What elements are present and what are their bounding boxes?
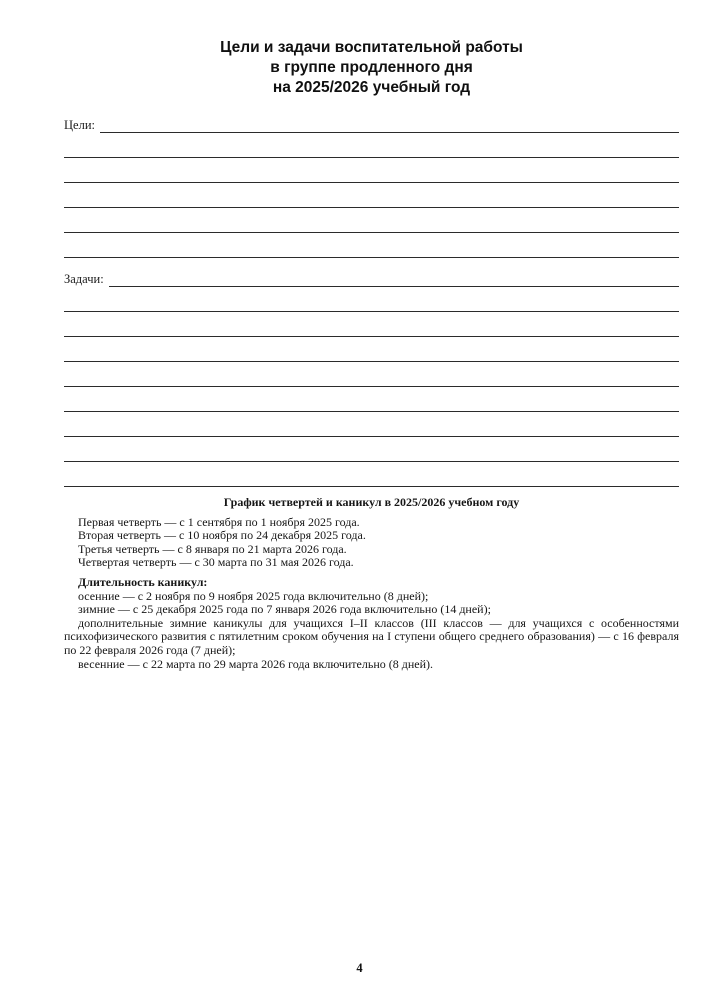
blank-writing-line — [64, 312, 679, 337]
blank-writing-line — [64, 412, 679, 437]
quarter-line-2: Вторая четверть — с 10 ноября по 24 декабря 2025 года. — [78, 528, 366, 543]
holiday-line-additional-winter: дополнительные зимние каникулы для учащихся I–II классов (III классов — для учащихся с особенностями психофизического развития с пятилетним сроком обучения на I ступени общего среднего образования) — с 16 февраля по 22 февраля 2026 года (7 дней); — [64, 615, 679, 657]
blank-writing-line — [64, 362, 679, 387]
holiday-line-autumn: осенние — с 2 ноября по 9 ноября 2025 года включительно (8 дней); — [78, 588, 429, 603]
schedule-section — [64, 496, 679, 671]
tasks-writing-line — [109, 286, 679, 287]
blank-writing-line — [64, 233, 679, 258]
quarter-line-4: Четвертая четверть — с 30 марта по 31 мая 2026 года. — [78, 555, 354, 570]
holiday-line-spring: весенние — с 22 марта по 29 марта 2026 года включительно (8 дней). — [78, 656, 434, 671]
holiday-line-winter: зимние — с 25 декабря 2025 года по 7 января 2026 года включительно (14 дней); — [78, 602, 491, 617]
tasks-blank-lines — [64, 287, 679, 487]
goals-label-row — [64, 109, 679, 133]
tasks-label-row — [64, 263, 679, 287]
blank-writing-line — [64, 387, 679, 412]
goals-blank-lines — [64, 133, 679, 258]
blank-writing-line — [64, 437, 679, 462]
blank-writing-line — [64, 158, 679, 183]
page-number: 4 — [356, 961, 363, 975]
blank-writing-line — [64, 183, 679, 208]
quarter-line-1: Первая четверть — с 1 сентября по 1 ноября 2025 года. — [78, 514, 360, 529]
title-line-3: на 2025/2026 учебный год — [272, 79, 471, 96]
holidays-label: Длительность каникул: — [78, 574, 208, 589]
tasks-label: Задачи: — [64, 271, 104, 286]
blank-writing-line — [64, 208, 679, 233]
title-line-1: Цели и задачи воспитательной работы — [220, 39, 523, 56]
goals-label: Цели: — [64, 117, 95, 132]
tasks-section — [64, 263, 679, 487]
schedule-heading: График четвертей и каникул в 2025/2026 учебном году — [223, 495, 520, 509]
goals-section — [64, 109, 679, 258]
page-title — [64, 38, 679, 98]
blank-writing-line — [64, 287, 679, 312]
title-line-2: в группе продленного дня — [270, 59, 473, 76]
blank-writing-line — [64, 133, 679, 158]
blank-writing-line — [64, 462, 679, 487]
goals-writing-line — [100, 132, 679, 133]
quarter-line-3: Третья четверть — с 8 января по 21 марта 2026 года. — [78, 541, 347, 556]
blank-writing-line — [64, 337, 679, 362]
